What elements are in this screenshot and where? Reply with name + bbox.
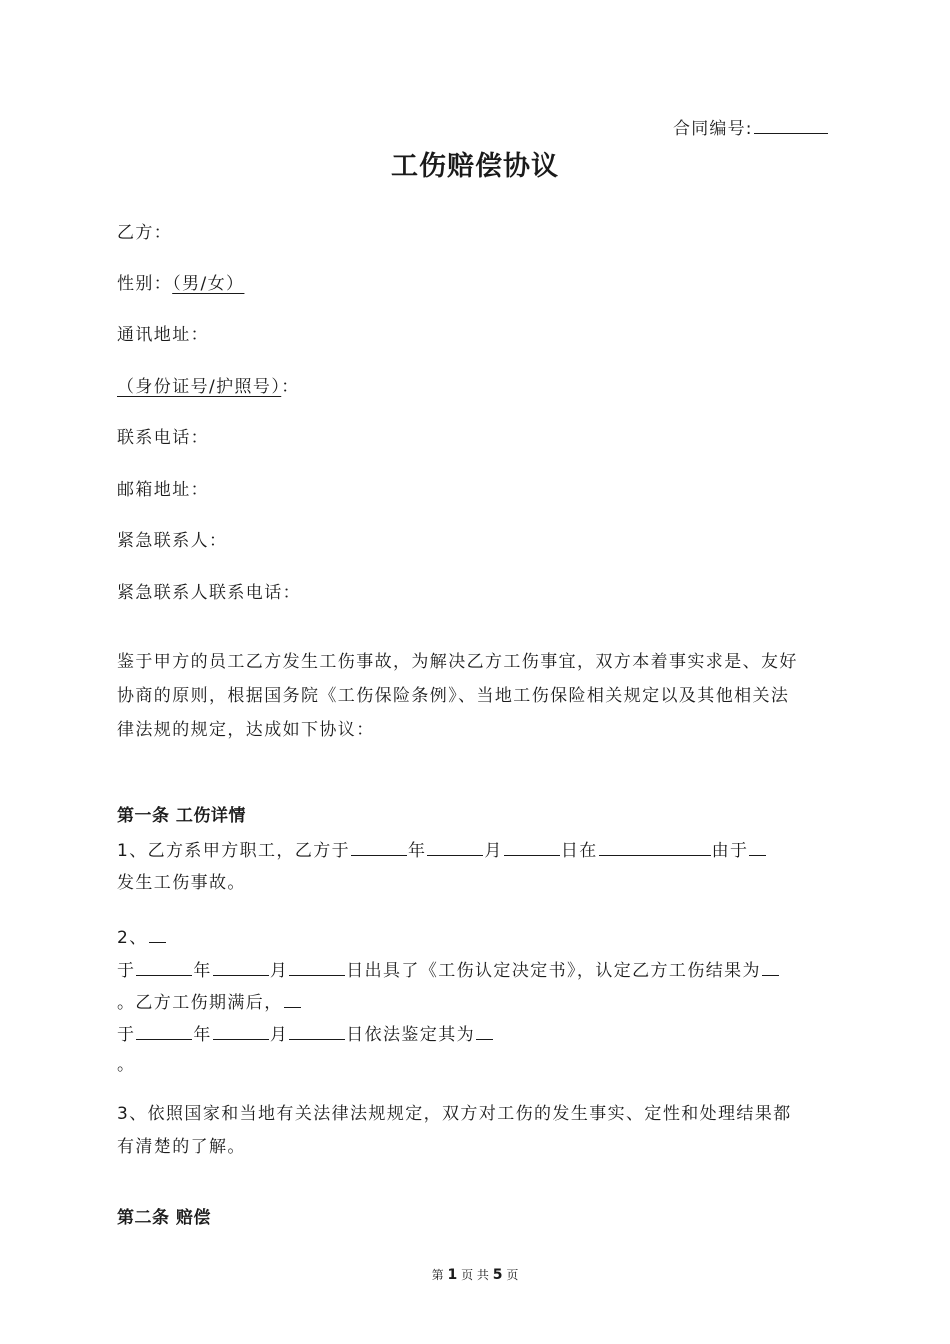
article1-item2-line3	[117, 990, 302, 1014]
month-blank[interactable]	[213, 958, 269, 976]
article1-item3-line: 3、依照国家和当地有关法律法规规定，双方对工伤的发生事实、定性和处理结果都	[117, 1104, 792, 1124]
gender-label: 性别：	[117, 274, 173, 294]
article1-item2-line1	[117, 925, 167, 949]
page-footer	[0, 1267, 950, 1283]
current-page-number: 1	[447, 1267, 458, 1283]
year-label: 年	[193, 1025, 212, 1045]
year-label: 年	[193, 961, 212, 981]
page-title: 工伤赔偿协议	[391, 151, 559, 182]
address-label: 通讯地址：	[117, 325, 209, 345]
contract-number	[673, 116, 829, 140]
item1-prefix: 1、乙方系甲方职工，乙方于	[117, 841, 351, 861]
page-suffix: 页	[506, 1268, 519, 1282]
preamble-line: 协商的原则，根据国务院《工伤保险条例》、当地工伤保险相关规定以及其他相关法	[117, 686, 790, 706]
gender-line	[117, 273, 244, 295]
article1-item2-line5: 。	[117, 1055, 136, 1075]
party-b-label: 乙方：	[117, 223, 173, 243]
gender-options[interactable]: （男/女）	[172, 274, 245, 294]
article1-item1-line2: 发生工伤事故。	[117, 873, 246, 893]
day-blank[interactable]	[504, 838, 560, 856]
page-prefix: 第	[431, 1268, 444, 1282]
assessor-blank[interactable]	[284, 990, 301, 1008]
contract-number-label: 合同编号:	[673, 119, 753, 139]
year-label: 年	[408, 841, 427, 861]
total-pages-number: 5	[492, 1267, 503, 1283]
page-mid: 页 共	[461, 1268, 489, 1282]
after-expire-text: 。乙方工伤期满后，	[117, 993, 283, 1013]
cause-blank[interactable]	[749, 838, 766, 856]
article1-item2-line2	[117, 958, 780, 982]
id-line	[117, 376, 300, 398]
preamble-line: 律法规的规定，达成如下协议：	[117, 720, 375, 740]
email-label: 邮箱地址：	[117, 480, 209, 500]
item2-prefix: 2、	[117, 928, 148, 948]
article2-heading: 第二条 赔偿	[117, 1208, 211, 1228]
emergency-phone-label: 紧急联系人联系电话：	[117, 583, 301, 603]
result-blank[interactable]	[762, 958, 779, 976]
contract-number-blank[interactable]	[754, 116, 828, 134]
disability-level-blank[interactable]	[476, 1022, 493, 1040]
month-blank[interactable]	[213, 1022, 269, 1040]
id-type-label[interactable]: （身份证号/护照号）	[117, 377, 282, 397]
day-blank[interactable]	[289, 958, 345, 976]
year-blank[interactable]	[351, 838, 407, 856]
year-blank[interactable]	[136, 1022, 192, 1040]
article1-item1-line1	[117, 838, 767, 862]
month-blank[interactable]	[427, 838, 483, 856]
emergency-contact-label: 紧急联系人：	[117, 531, 228, 551]
yu-label: 于	[117, 961, 136, 981]
id-colon: ：	[281, 377, 300, 397]
due-to-label: 由于	[711, 841, 749, 861]
day-at-label: 日在	[560, 841, 598, 861]
month-label: 月	[269, 1025, 289, 1045]
preamble-line: 鉴于甲方的员工乙方发生工伤事故，为解决乙方工伤事宜，双方本着事实求是、友好	[117, 652, 798, 672]
day-blank[interactable]	[289, 1022, 345, 1040]
assessed-text: 日依法鉴定其为	[346, 1025, 476, 1045]
phone-label: 联系电话：	[117, 428, 209, 448]
article1-item3-line: 有清楚的了解。	[117, 1137, 246, 1157]
authority-blank[interactable]	[149, 925, 166, 943]
month-label: 月	[269, 961, 289, 981]
issued-text: 日出具了《工伤认定决定书》，认定乙方工伤结果为	[346, 961, 761, 981]
article1-heading: 第一条 工伤详情	[117, 806, 246, 826]
yu-label: 于	[117, 1025, 136, 1045]
location-blank[interactable]	[599, 838, 711, 856]
year-blank[interactable]	[136, 958, 192, 976]
month-label: 月	[484, 841, 503, 861]
article1-item2-line4	[117, 1022, 494, 1046]
